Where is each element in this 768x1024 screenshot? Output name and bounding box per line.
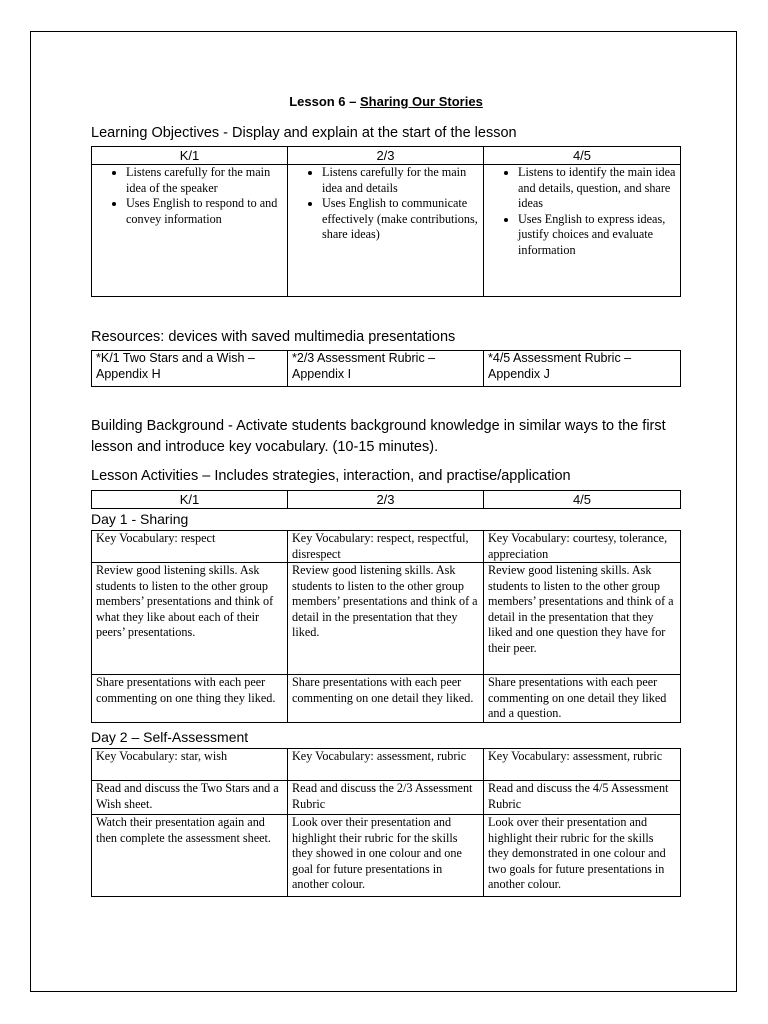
activities-header-k1: K/1	[92, 491, 288, 509]
day2-cell: Look over their presentation and highlight their rubric for the skills they showed in one colour and one goal for future presentations in another colour.	[288, 815, 484, 897]
objectives-header-45: 4/5	[484, 147, 681, 165]
objectives-header-k1: K/1	[92, 147, 288, 165]
day1-cell: Review good listening skills. Ask students to listen to the other group members’ presentations and think of a detail in the presentation that they liked.	[288, 563, 484, 675]
objectives-header-23: 2/3	[288, 147, 484, 165]
activities-heading: Lesson Activities – Includes strategies, interaction, and practise/application	[91, 468, 571, 484]
objective-item: • Uses English to respond to and convey information	[126, 196, 283, 227]
objectives-cell-k1	[92, 165, 288, 297]
day1-cell: Key Vocabulary: respect	[92, 531, 288, 563]
day1-cell: Review good listening skills. Ask students to listen to the other group members’ presentations and think of what they like about each of their peers’ presentations.	[92, 563, 288, 675]
activities-header-45: 4/5	[484, 491, 681, 509]
activities-header-table	[91, 490, 681, 509]
resources-heading: Resources: devices with saved multimedia presentations	[91, 329, 456, 345]
day1-cell: Key Vocabulary: courtesy, tolerance, appreciation	[484, 531, 681, 563]
lesson-title	[91, 94, 681, 109]
objective-item: • Listens carefully for the main idea of the speaker	[126, 165, 283, 196]
day2-cell: Read and discuss the 4/5 Assessment Rubric	[484, 781, 681, 815]
building-background: Building Background - Activate students background knowledge in similar ways to the first lesson and introduce key vocabulary. (10-15 minutes).	[91, 418, 666, 455]
day1-cell: Share presentations with each peer commenting on one detail they liked.	[288, 675, 484, 723]
objectives-table	[91, 146, 681, 297]
activities-header-23: 2/3	[288, 491, 484, 509]
objectives-cell-23	[288, 165, 484, 297]
day2-cell: Key Vocabulary: star, wish	[92, 749, 288, 781]
objective-item: • Uses English to communicate effectively (make contributions, share ideas)	[322, 196, 479, 243]
objectives-cell-45	[484, 165, 681, 297]
objective-item: • Listens to identify the main idea and details, question, and share ideas	[518, 165, 676, 212]
day1-table	[91, 530, 681, 723]
day2-label: Day 2 – Self-Assessment	[91, 729, 249, 745]
resources-cell: *K/1 Two Stars and a Wish – Appendix H	[92, 351, 288, 387]
day1-cell: Review good listening skills. Ask students to listen to the other group members’ presentations and think of a detail in the presentation that they liked and one question they have for their peer.	[484, 563, 681, 675]
day2-cell: Watch their presentation again and then complete the assessment sheet.	[92, 815, 288, 897]
title-underlined: Sharing Our Stories	[360, 94, 483, 109]
title-prefix: Lesson 6 –	[289, 94, 360, 109]
day1-label: Day 1 - Sharing	[91, 511, 189, 527]
objective-item: • Uses English to express ideas, justify choices and evaluate information	[518, 212, 676, 259]
day2-cell: Read and discuss the Two Stars and a Wish sheet.	[92, 781, 288, 815]
day2-cell: Look over their presentation and highlight their rubric for the skills they demonstrated in one colour and two goals for future presentations in another colour.	[484, 815, 681, 897]
resources-cell: *4/5 Assessment Rubric – Appendix J	[484, 351, 681, 387]
page-border	[30, 31, 737, 992]
day2-table	[91, 748, 681, 897]
resources-table	[91, 350, 681, 387]
day2-cell: Key Vocabulary: assessment, rubric	[288, 749, 484, 781]
resources-cell: *2/3 Assessment Rubric – Appendix I	[288, 351, 484, 387]
day1-cell: Share presentations with each peer commenting on one detail they liked and a question.	[484, 675, 681, 723]
objectives-heading: Learning Objectives - Display and explain at the start of the lesson	[91, 125, 517, 141]
objective-item: • Listens carefully for the main idea and details	[322, 165, 479, 196]
day2-cell: Key Vocabulary: assessment, rubric	[484, 749, 681, 781]
day1-cell: Share presentations with each peer commenting on one thing they liked.	[92, 675, 288, 723]
day1-cell: Key Vocabulary: respect, respectful, disrespect	[288, 531, 484, 563]
day2-cell: Read and discuss the 2/3 Assessment Rubric	[288, 781, 484, 815]
